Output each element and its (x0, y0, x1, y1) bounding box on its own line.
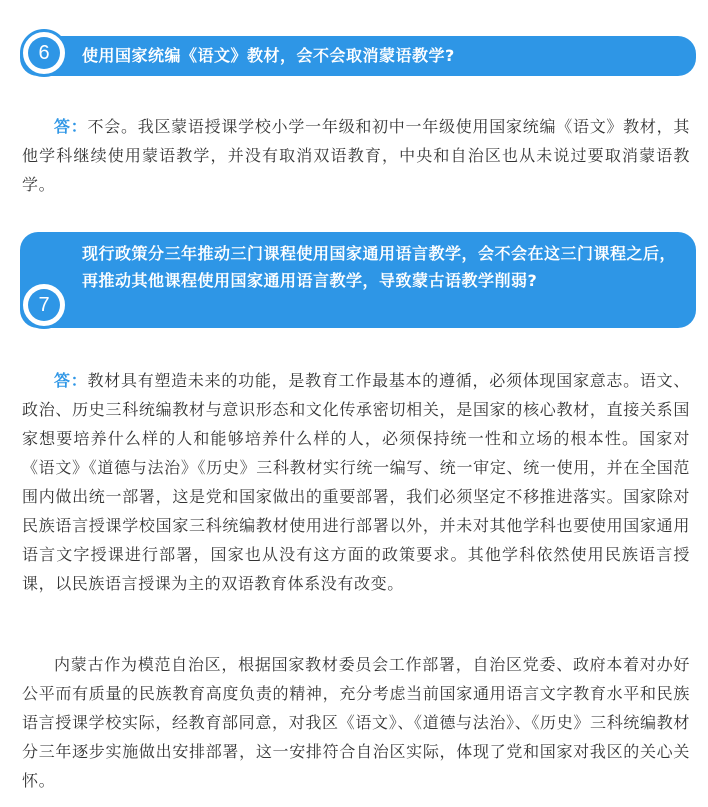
answer-7-text: 教材具有塑造未来的功能，是教育工作最基本的遵循，必须体现国家意志。语文、政治、历史三科统编教材与意识形态和文化传承密切相关，是国家的核心教材，直接关系国家想要培养什么样的人和能够培养什么样的人，必须保持统一性和立场的根本性。国家对《语文》《道德与法治》《历史》三科教材实行统一编写、统一审定、统一使用，并在全国范围内做出统一部署，这是党和国家做出的重要部署，我们必须坚定不移推进落实。国家除对民族语言授课学校国家三科统编教材使用进行部署以外，并未对其他学科也要使用国家通用语言文字授课进行部署，国家也从没有这方面的政策要求。其他学科依然使用民族语言授课，以民族语言授课为主的双语教育体系没有改变。 (22, 371, 690, 593)
question-7-number: 7 (28, 289, 60, 321)
question-6-number: 6 (28, 37, 60, 69)
question-7-bar (20, 232, 696, 328)
question-7-text: 现行政策分三年推动三门课程使用国家通用语言教学，会不会在这三门课程之后，再推动其他课程使用国家通用语言教学，导致蒙古语教学削弱? (82, 244, 677, 290)
question-6-bar (20, 36, 696, 76)
question-6-badge (20, 29, 68, 77)
question-7-badge (20, 281, 68, 329)
paragraph-3: 内蒙古作为模范自治区，根据国家教材委员会工作部署，自治区党委、政府本着对办好公平而有质量的民族教育高度负责的精神，充分考虑当前国家通用语言文字教育水平和民族语言授课学校实际，经教育部同意，对我区《语文》、《道德与法治》、《历史》三科统编教材分三年逐步实施做出安排部署，这一安排符合自治区实际，体现了党和国家对我区的关心关怀。 (22, 655, 690, 790)
answer-6-paragraph (22, 112, 690, 199)
answer-6-text: 不会。我区蒙语授课学校小学一年级和初中一年级使用国家统编《语文》教材，其他学科继续使用蒙语教学，并没有取消双语教育，中央和自治区也从未说过要取消蒙语教学。 (22, 117, 690, 194)
answer-6-label: 答： (54, 117, 88, 136)
answer-7-paragraph (22, 366, 690, 598)
answer-7-label: 答： (54, 371, 88, 390)
question-6-text: 使用国家统编《语文》教材，会不会取消蒙语教学? (82, 46, 455, 65)
